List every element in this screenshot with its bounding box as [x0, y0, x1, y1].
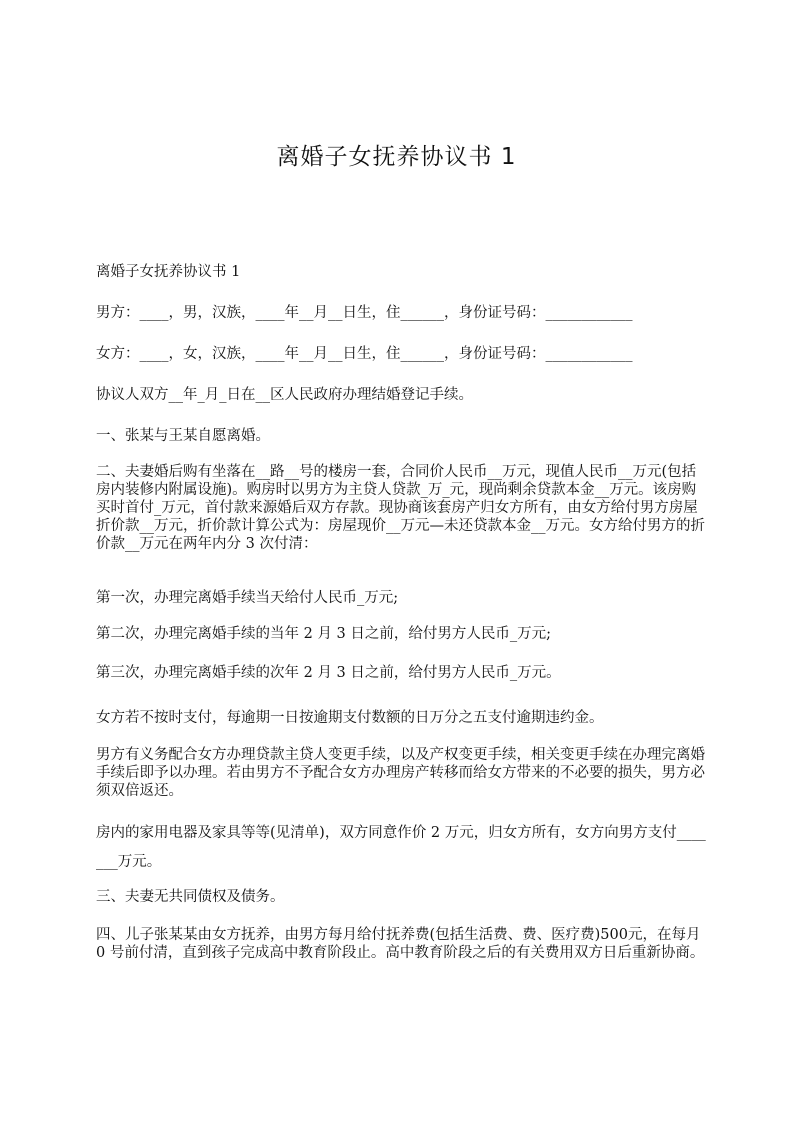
paragraph-payment-1: 第一次，办理完离婚手续当天给付人民币_万元;	[96, 590, 399, 606]
paragraph-payment-2: 第二次，办理完离婚手续的当年 2 月 3 日之前，给付男方人民币_万元;	[96, 626, 552, 642]
paragraph-transfer-obligation: 男方有义务配合女方办理贷款主贷人变更手续，以及产权变更手续，相关变更手续在办理完离婚手续后即予以办理。若由男方不予配合女方办理房产转移而给女方带来的不必要的损失，男方必须双倍返还。	[96, 747, 705, 799]
paragraph-male-party: 男方：____，男，汉族，____年__月__日生，住______，身份证号码：____________	[96, 305, 633, 321]
document-subtitle: 离婚子女抚养协议书 1	[96, 264, 241, 280]
paragraph-clause-3: 三、夫妻无共同债权及债务。	[96, 889, 285, 905]
paragraph-payment-3: 第三次，办理完离婚手续的次年 2 月 3 日之前，给付男方人民币_万元。	[96, 665, 561, 681]
document-title: 离婚子女抚养协议书 1	[276, 144, 517, 170]
paragraph-late-penalty: 女方若不按时支付，每逾期一日按逾期支付数额的日万分之五支付逾期违约金。	[96, 710, 604, 726]
paragraph-clause-4-custody: 四、儿子张某某由女方抚养，由男方每月给付抚养费(包括生活费、费、医疗费)500元，在每月 0 号前付清，直到孩子完成高中教育阶段止。高中教育阶段之后的有关费用双方日后重新协商。	[96, 927, 705, 961]
paragraph-marriage-registration: 协议人双方__年_月_日在__区人民政府办理结婚登记手续。	[96, 387, 473, 403]
paragraph-female-party: 女方：____，女，汉族，____年__月__日生，住______，身份证号码：____________	[96, 346, 633, 362]
paragraph-clause-1: 一、张某与王某自愿离婚。	[96, 428, 270, 444]
paragraph-furniture: 房内的家用电器及家具等等(见清单)，双方同意作价 2 万元，归女方所有，女方向男方支付_______万元。	[96, 825, 706, 870]
paragraph-clause-2-property: 二、夫妻婚后购有坐落在__路__号的楼房一套，合同价人民币__万元，现值人民币__万元(包括房内装修内附属设施)。购房时以男方为主贷人贷款_万_元，现尚剩余贷款本金__万元。该房购买时首付_万元，首付款来源婚后双方存款。现协商该套房产归女方所有，由女方给付男方房屋折价款__万元，折价款计算公式为：房屋现价__万元—未还贷款本金__万元。女方给付男方的折价款__万元在两年内分 3 次付清：	[96, 464, 705, 552]
